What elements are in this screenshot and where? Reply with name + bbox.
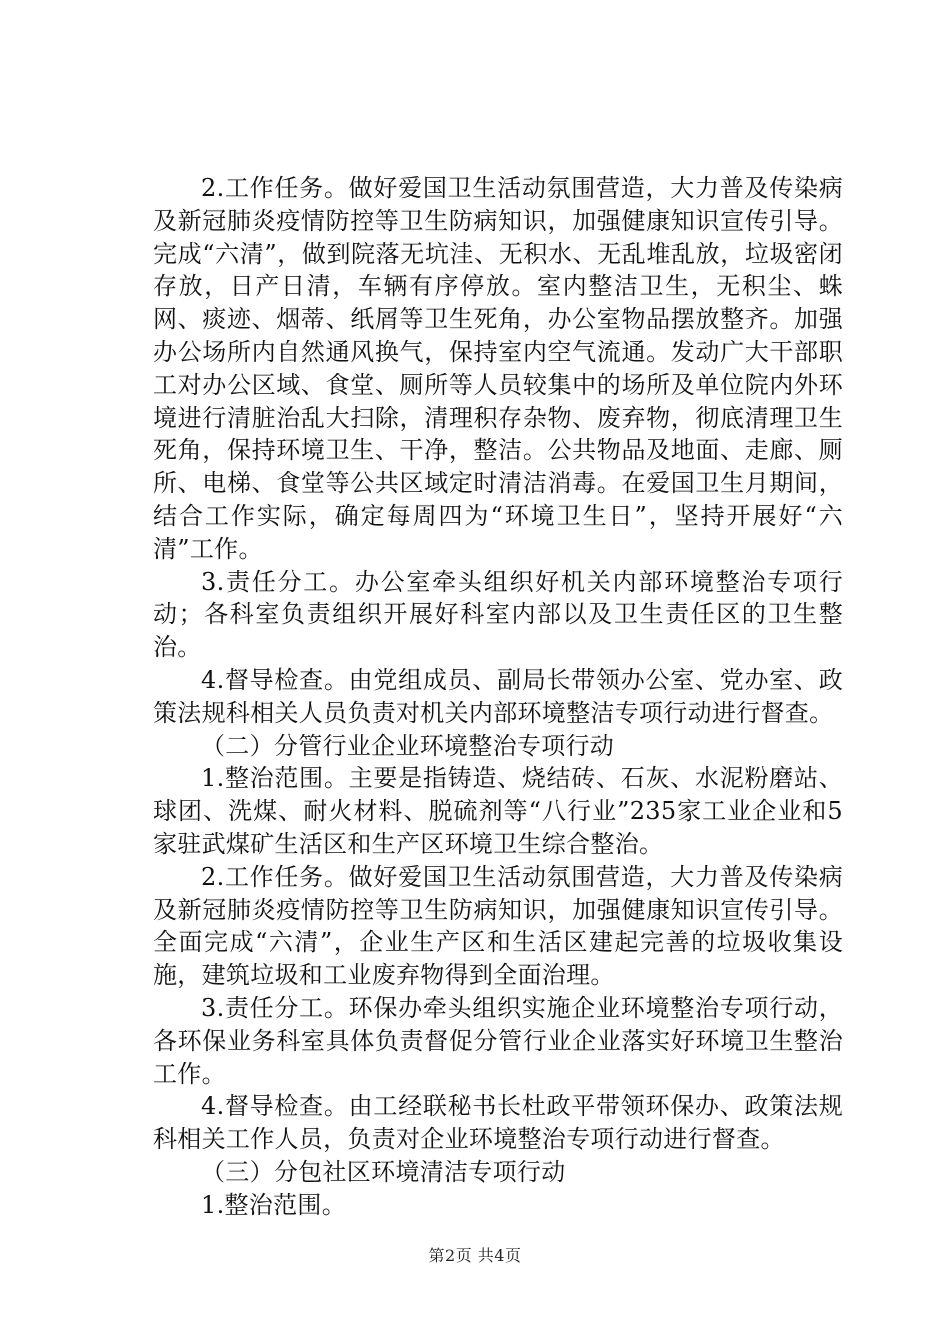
paragraph-scope-industry: 1.整治范围。主要是指铸造、烧结砖、石灰、水泥粉磨站、球团、洗煤、耐火材料、脱硫剂等“八行业”235家工业企业和5家驻武煤矿生活区和生产区环境卫生综合整治。 (153, 764, 843, 858)
section-heading-industry: （二）分管行业企业环境整治专项行动 (201, 731, 615, 760)
paragraph-supervision-industry: 4.督导检查。由工经联秘书长杜政平带领环保办、政策法规科相关工作人员，负责对企业环境整治专项行动进行督查。 (153, 1092, 843, 1154)
section-heading-community: （三）分包社区环境清洁专项行动 (201, 1157, 566, 1186)
document-body (153, 172, 843, 1222)
paragraph-supervision-office: 4.督导检查。由党组成员、副局长带领办公室、党办室、政策法规科相关人员负责对机关内部环境整洁专项行动进行督查。 (153, 665, 843, 727)
paragraph-work-tasks-office: 2.工作任务。做好爱国卫生活动氛围营造，大力普及传染病及新冠肺炎疫情防控等卫生防病知识，加强健康知识宣传引导。完成“六清”，做到院落无坑洼、无积水、无乱堆乱放，垃圾密闭存放，日产日清，车辆有序停放。室内整洁卫生，无积尘、蛛网、痰迹、烟蒂、纸屑等卫生死角，办公室物品摆放整齐。加强办公场所内自然通风换气，保持室内空气流通。发动广大干部职工对办公区域、食堂、厕所等人员较集中的场所及单位院内外环境进行清脏治乱大扫除，清理积存杂物、废弃物，彻底清理卫生死角，保持环境卫生、干净，整洁。公共物品及地面、走廊、厕所、电梯、食堂等公共区域定时清洁消毒。在爱国卫生月期间，结合工作实际，确定每周四为“环境卫生日”，坚持开展好“六清”工作。 (153, 174, 843, 563)
page-number-footer: 第2页 共4页 (428, 1246, 522, 1265)
paragraph-responsibility-industry: 3.责任分工。环保办牵头组织实施企业环境整治专项行动，各环保业务科室具体负责督促分管行业企业落实好环境卫生整治工作。 (153, 993, 843, 1088)
paragraph-work-tasks-industry: 2.工作任务。做好爱国卫生活动氛围营造，大力普及传染病及新冠肺炎疫情防控等卫生防病知识，加强健康知识宣传引导。全面完成“六清”，企业生产区和生活区建起完善的垃圾收集设施，建筑垃圾和工业废弃物得到全面治理。 (153, 862, 843, 990)
paragraph-scope-community: 1.整治范围。 (201, 1190, 346, 1219)
paragraph-responsibility-office: 3.责任分工。办公室牵头组织好机关内部环境整治专项行动；各科室负责组织开展好科室内部以及卫生责任区的卫生整治。 (153, 567, 843, 662)
